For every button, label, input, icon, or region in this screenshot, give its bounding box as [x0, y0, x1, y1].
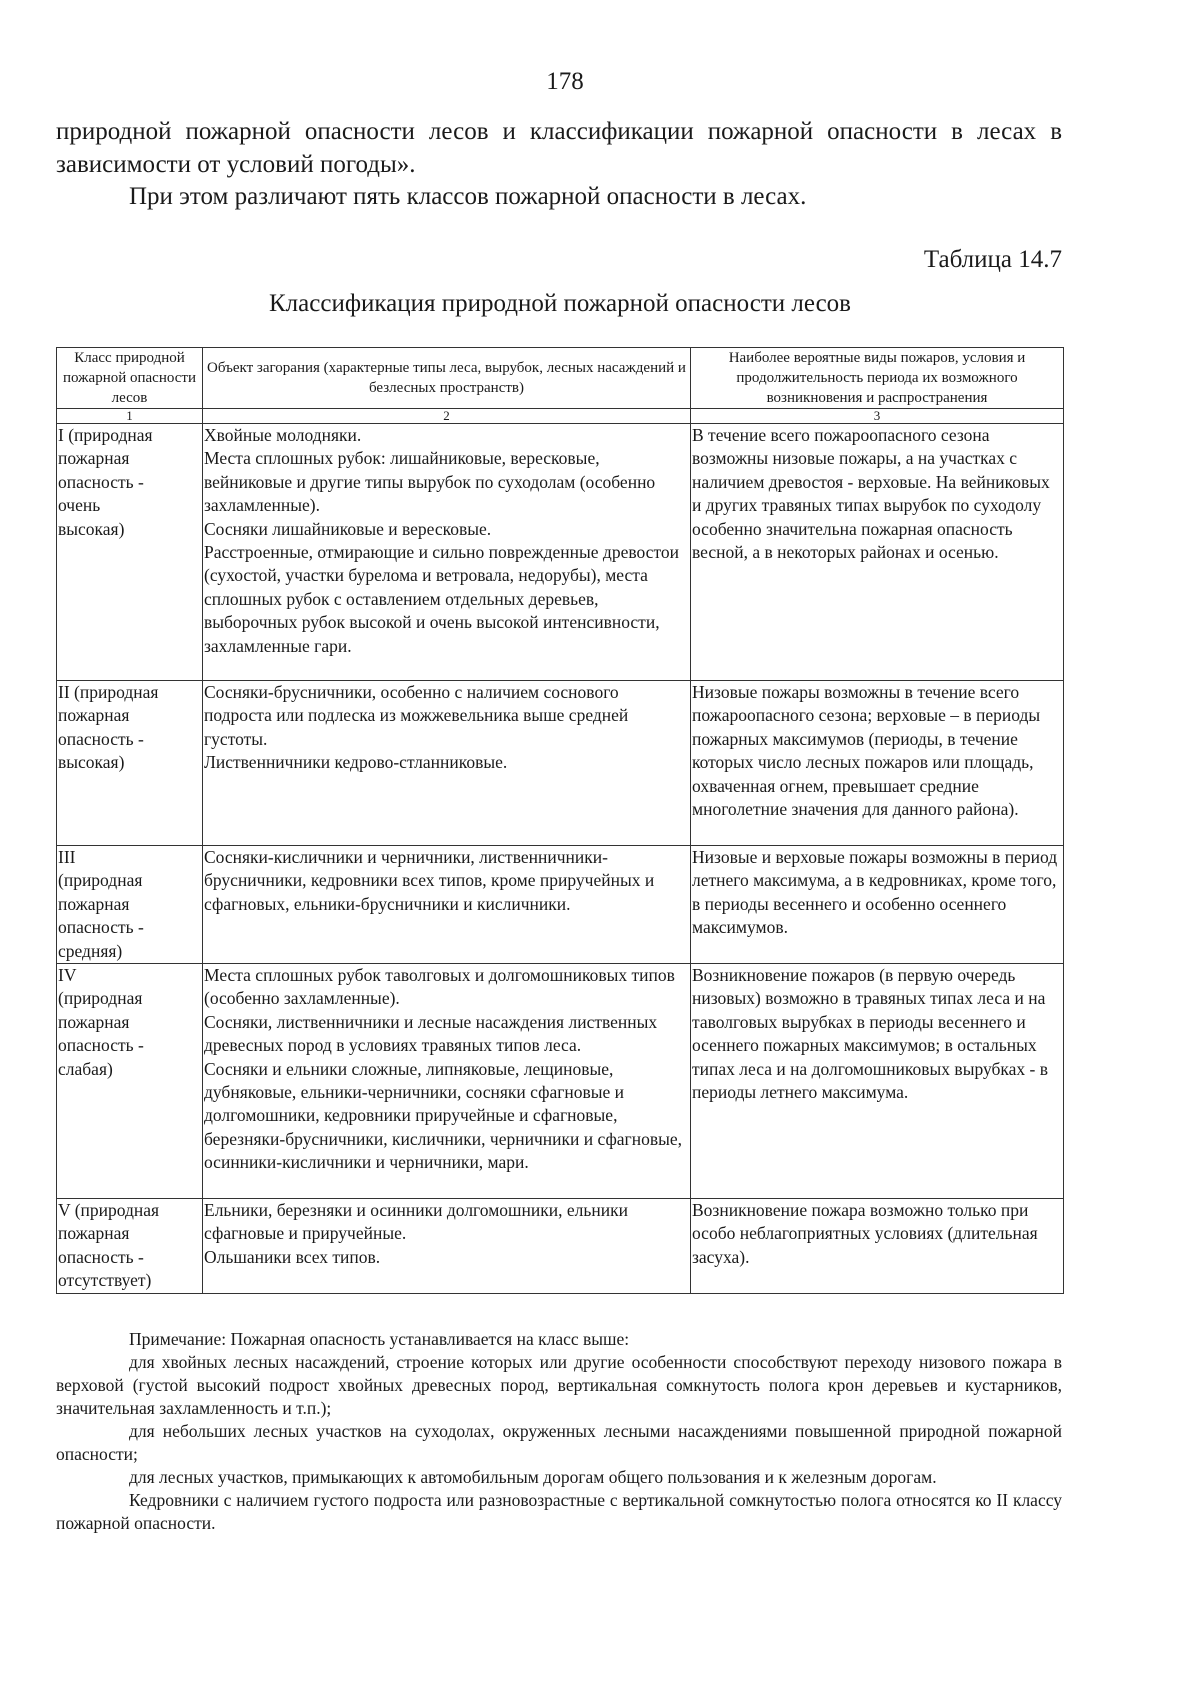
class-line: пожарная — [58, 448, 130, 469]
header-object: Объект загорания (характерные типы леса, вырубок, лесных насаждений и безлесных пространств) — [203, 348, 691, 409]
object-cell: Места сплошных рубок таволговых и долгомошниковых типов (особенно захламленные). Сосняки, лиственничники и лесные насаждения лиственных древесных пород в условиях травяных типов леса. Сосняки и ельники сложные, липняковые, лещиновые, дубняковые, ельники-черничники, сосняки сфагновые и долгомошники, кедровники приручейные и сфагновые, березняки-брусничники, кисличники, черничники и сфагновые, осинники-кисличники и черничники, мари. — [203, 964, 691, 1199]
class-line: IV — [58, 965, 77, 986]
column-number: 1 — [57, 409, 203, 424]
header-fires: Наиболее вероятные виды пожаров, условия и продолжительность периода их возможного возникновения и распространения — [691, 348, 1064, 409]
class-line: V (природная — [58, 1200, 160, 1221]
class-line: (природная — [58, 870, 143, 891]
table-row — [57, 964, 1064, 1199]
intro-paragraph-2: При этом различают пять классов пожарной опасности в лесах. — [129, 183, 807, 210]
class-line: опасность - — [58, 728, 144, 749]
class-line: пожарная — [58, 893, 130, 914]
note-item: для хвойных лесных насаждений, строение которых или другие особенности способствуют переходу низового пожара в верховой (густой высокий подрост хвойных древесных пород, вертикальная сомкнутость полога крон деревьев и кустарников, значительная захламленность и т.п.); — [56, 1352, 1062, 1418]
object-cell: Хвойные молодняки. Места сплошных рубок: лишайниковые, вересковые, вейниковые и другие типы вырубок по суходолам (особенно захламленные). Сосняки лишайниковые и вересковые. Расстроенные, отмирающие и сильно поврежденные древостои (сухостой, участки бурелома и ветровала, недорубы), места сплошных рубок с оставлением отдельных деревьев, выборочных рубок высокой и очень высокой интенсивности, захламленные гари. — [203, 424, 691, 681]
fires-cell: Низовые и верховые пожары возможны в период летнего максимума, а в кедровниках, кроме того, в периоды весеннего и особенно осеннего максимумов. — [691, 846, 1064, 964]
object-cell: Сосняки-брусничники, особенно с наличием соснового подроста или подлеска из можжевельника выше средней густоты. Лиственничники кедрово-стланниковые. — [203, 681, 691, 846]
class-line: очень — [58, 495, 101, 516]
column-number: 3 — [691, 409, 1064, 424]
table-row — [57, 681, 1064, 846]
note-paragraph: Кедровники с наличием густого подроста или разновозрастные с вертикальной сомкнутостью полога относятся ко II классу пожарной опасности. — [56, 1490, 1062, 1533]
header-class: Класс природной пожарной опасности лесов — [57, 348, 203, 409]
object-cell: Сосняки-кисличники и черничники, лиственничники-брусничники, кедровники всех типов, кроме приручейных и сфагновых, ельники-брусничники и кисличники. — [203, 846, 691, 964]
class-line: (природная — [58, 988, 143, 1009]
class-line: высокая) — [58, 518, 125, 539]
fires-cell: Возникновение пожаров (в первую очередь низовых) возможно в травяных типах леса и на таволговых вырубках в периоды весеннего и осеннего пожарных максимумов; в остальных типах леса и на долгомошниковых вырубках - в периоды летнего максимума. — [691, 964, 1064, 1199]
class-cell — [57, 1199, 203, 1294]
table-header-row — [57, 348, 1064, 409]
class-line: опасность - — [58, 471, 144, 492]
note-item: для лесных участков, примыкающих к автомобильным дорогам общего пользования и к железным дорогам. — [129, 1467, 937, 1487]
class-line: опасность - — [58, 1035, 144, 1056]
note-heading: Примечание: Пожарная опасность устанавливается на класс выше: — [129, 1329, 630, 1349]
table-row — [57, 846, 1064, 964]
class-line: высокая) — [58, 752, 125, 773]
class-line: пожарная — [58, 1011, 130, 1032]
class-line: пожарная — [58, 1223, 130, 1244]
table-row — [57, 424, 1064, 681]
table-title: Классификация природной пожарной опасности лесов — [269, 290, 851, 317]
class-line: отсутствует) — [58, 1270, 152, 1291]
class-cell — [57, 424, 203, 681]
note-item: для небольших лесных участков на суходолах, окруженных лесными насаждениями повышенной природной пожарной опасности; — [56, 1421, 1062, 1464]
class-line: опасность - — [58, 917, 144, 938]
table-row — [57, 1199, 1064, 1294]
intro-paragraph-1: природной пожарной опасности лесов и классификации пожарной опасности в лесах в зависимости от условий погоды». — [56, 118, 1062, 178]
class-line: II (природная — [58, 682, 159, 702]
fires-cell: Низовые пожары возможны в течение всего пожароопасного сезона; верховые – в периоды пожарных максимумов (периоды, в течение которых число лесных пожаров или площадь, охваченная огнем, превышает средние многолетние значения для данного района). — [691, 681, 1064, 846]
class-line: пожарная — [58, 705, 130, 726]
class-line: слабая) — [58, 1058, 113, 1079]
fires-cell: В течение всего пожароопасного сезона возможны низовые пожары, а на участках с наличием древостоя - верховые. На вейниковых и других травяных типах вырубок по суходолу особенно значительна пожарная опасность весной, а в некоторых районах и осенью. — [691, 424, 1064, 681]
class-line: I (природная — [58, 425, 153, 445]
class-cell — [57, 964, 203, 1199]
class-line: III — [58, 847, 76, 867]
fire-danger-table — [56, 347, 1064, 1294]
class-line: средняя) — [58, 940, 123, 961]
table-notes — [56, 1328, 1062, 1535]
class-cell — [57, 681, 203, 846]
fires-cell: Возникновение пожара возможно только при особо неблагоприятных условиях (длительная засуха). — [691, 1199, 1064, 1294]
class-line: опасность - — [58, 1246, 144, 1267]
table-label: Таблица 14.7 — [923, 246, 1062, 273]
page-number: 178 — [546, 68, 584, 95]
column-number: 2 — [203, 409, 691, 424]
class-cell — [57, 846, 203, 964]
table-column-numbers-row — [57, 409, 1064, 424]
object-cell: Ельники, березняки и осинники долгомошники, ельники сфагновые и приручейные. Ольшаники всех типов. — [203, 1199, 691, 1294]
